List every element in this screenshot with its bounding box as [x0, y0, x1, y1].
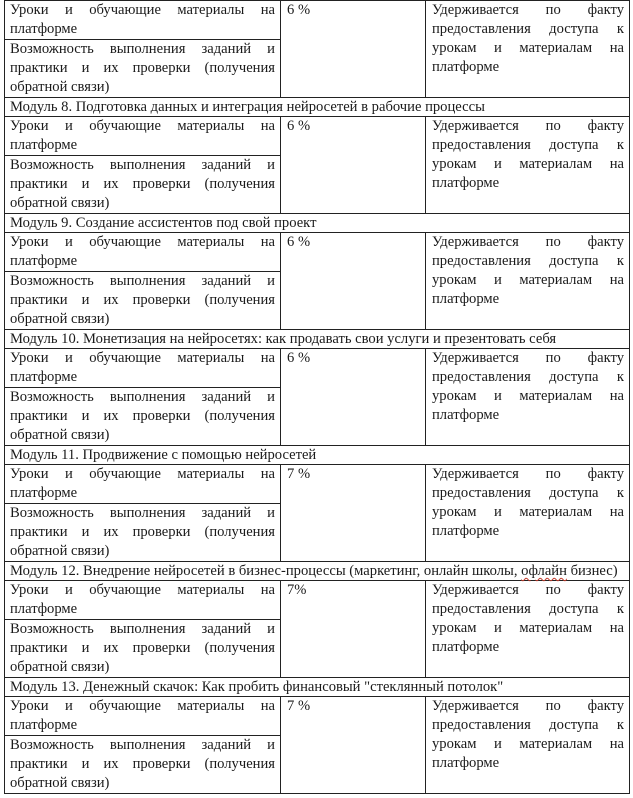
retention-note-cell: Удерживается по факту предоставления доступа к урокам и материалам на платформе: [426, 349, 630, 446]
practice-cell: Возможность выполнения заданий и практики и их проверки (получения обратной связи): [5, 388, 281, 446]
lessons-cell: Уроки и обучающие материалы на платформе: [5, 233, 281, 272]
percent-cell: 6 %: [281, 117, 426, 214]
lessons-cell: Уроки и обучающие материалы на платформе: [5, 697, 281, 736]
module-title: Модуль 9. Создание ассистентов под свой проект: [5, 214, 630, 233]
retention-note-cell: Удерживается по факту предоставления доступа к урокам и материалам на платформе: [426, 465, 630, 562]
module-title-part: бизнес): [566, 563, 618, 579]
lessons-cell: Уроки и обучающие материалы на платформе: [5, 581, 281, 620]
module-title-part: Модуль 12. Внедрение нейросетей в бизнес-процессы (маркетинг, онлайн школы,: [10, 563, 522, 579]
practice-cell: Возможность выполнения заданий и практики и их проверки (получения обратной связи): [5, 272, 281, 330]
module-title: [5, 562, 630, 581]
module-pricing-table: [4, 0, 630, 794]
spellcheck-flagged-word: офлайн: [521, 563, 567, 579]
lessons-cell: Уроки и обучающие материалы на платформе: [5, 465, 281, 504]
table-row: [5, 349, 630, 388]
table-row: [5, 697, 630, 736]
module-header-row: [5, 98, 630, 117]
percent-cell: 6 %: [281, 233, 426, 330]
table-row: [5, 1, 630, 40]
module-header-row: [5, 330, 630, 349]
practice-cell: Возможность выполнения заданий и практики и их проверки (получения обратной связи): [5, 40, 281, 98]
module-title: Модуль 8. Подготовка данных и интеграция нейросетей в рабочие процессы: [5, 98, 630, 117]
module-title: Модуль 13. Денежный скачок: Как пробить финансовый "стеклянный потолок": [5, 678, 630, 697]
table-row: [5, 581, 630, 620]
module-title: Модуль 11. Продвижение с помощью нейросетей: [5, 446, 630, 465]
practice-cell: Возможность выполнения заданий и практики и их проверки (получения обратной связи): [5, 620, 281, 678]
retention-note-cell: Удерживается по факту предоставления доступа к урокам и материалам на платформе: [426, 233, 630, 330]
practice-cell: Возможность выполнения заданий и практики и их проверки (получения обратной связи): [5, 504, 281, 562]
table-row: [5, 465, 630, 504]
retention-note-cell: Удерживается по факту предоставления доступа к урокам и материалам на платформе: [426, 117, 630, 214]
retention-note-cell: Удерживается по факту предоставления доступа к урокам и материалам на платформе: [426, 581, 630, 678]
percent-cell: 7 %: [281, 697, 426, 794]
table-row: [5, 233, 630, 272]
module-title: Модуль 10. Монетизация на нейросетях: как продавать свои услуги и презентовать себя: [5, 330, 630, 349]
percent-cell: 7 %: [281, 465, 426, 562]
module-header-row: [5, 214, 630, 233]
percent-cell: 6 %: [281, 349, 426, 446]
retention-note-cell: Удерживается по факту предоставления доступа к урокам и материалам на платформе: [426, 697, 630, 794]
lessons-cell: Уроки и обучающие материалы на платформе: [5, 1, 281, 40]
module-header-row: [5, 678, 630, 697]
module-header-row: [5, 446, 630, 465]
module-header-row: [5, 562, 630, 581]
practice-cell: Возможность выполнения заданий и практики и их проверки (получения обратной связи): [5, 736, 281, 794]
table-row: [5, 117, 630, 156]
lessons-cell: Уроки и обучающие материалы на платформе: [5, 349, 281, 388]
percent-cell: 7%: [281, 581, 426, 678]
lessons-cell: Уроки и обучающие материалы на платформе: [5, 117, 281, 156]
percent-cell: 6 %: [281, 1, 426, 98]
retention-note-cell: Удерживается по факту предоставления доступа к урокам и материалам на платформе: [426, 1, 630, 98]
practice-cell: Возможность выполнения заданий и практики и их проверки (получения обратной связи): [5, 156, 281, 214]
